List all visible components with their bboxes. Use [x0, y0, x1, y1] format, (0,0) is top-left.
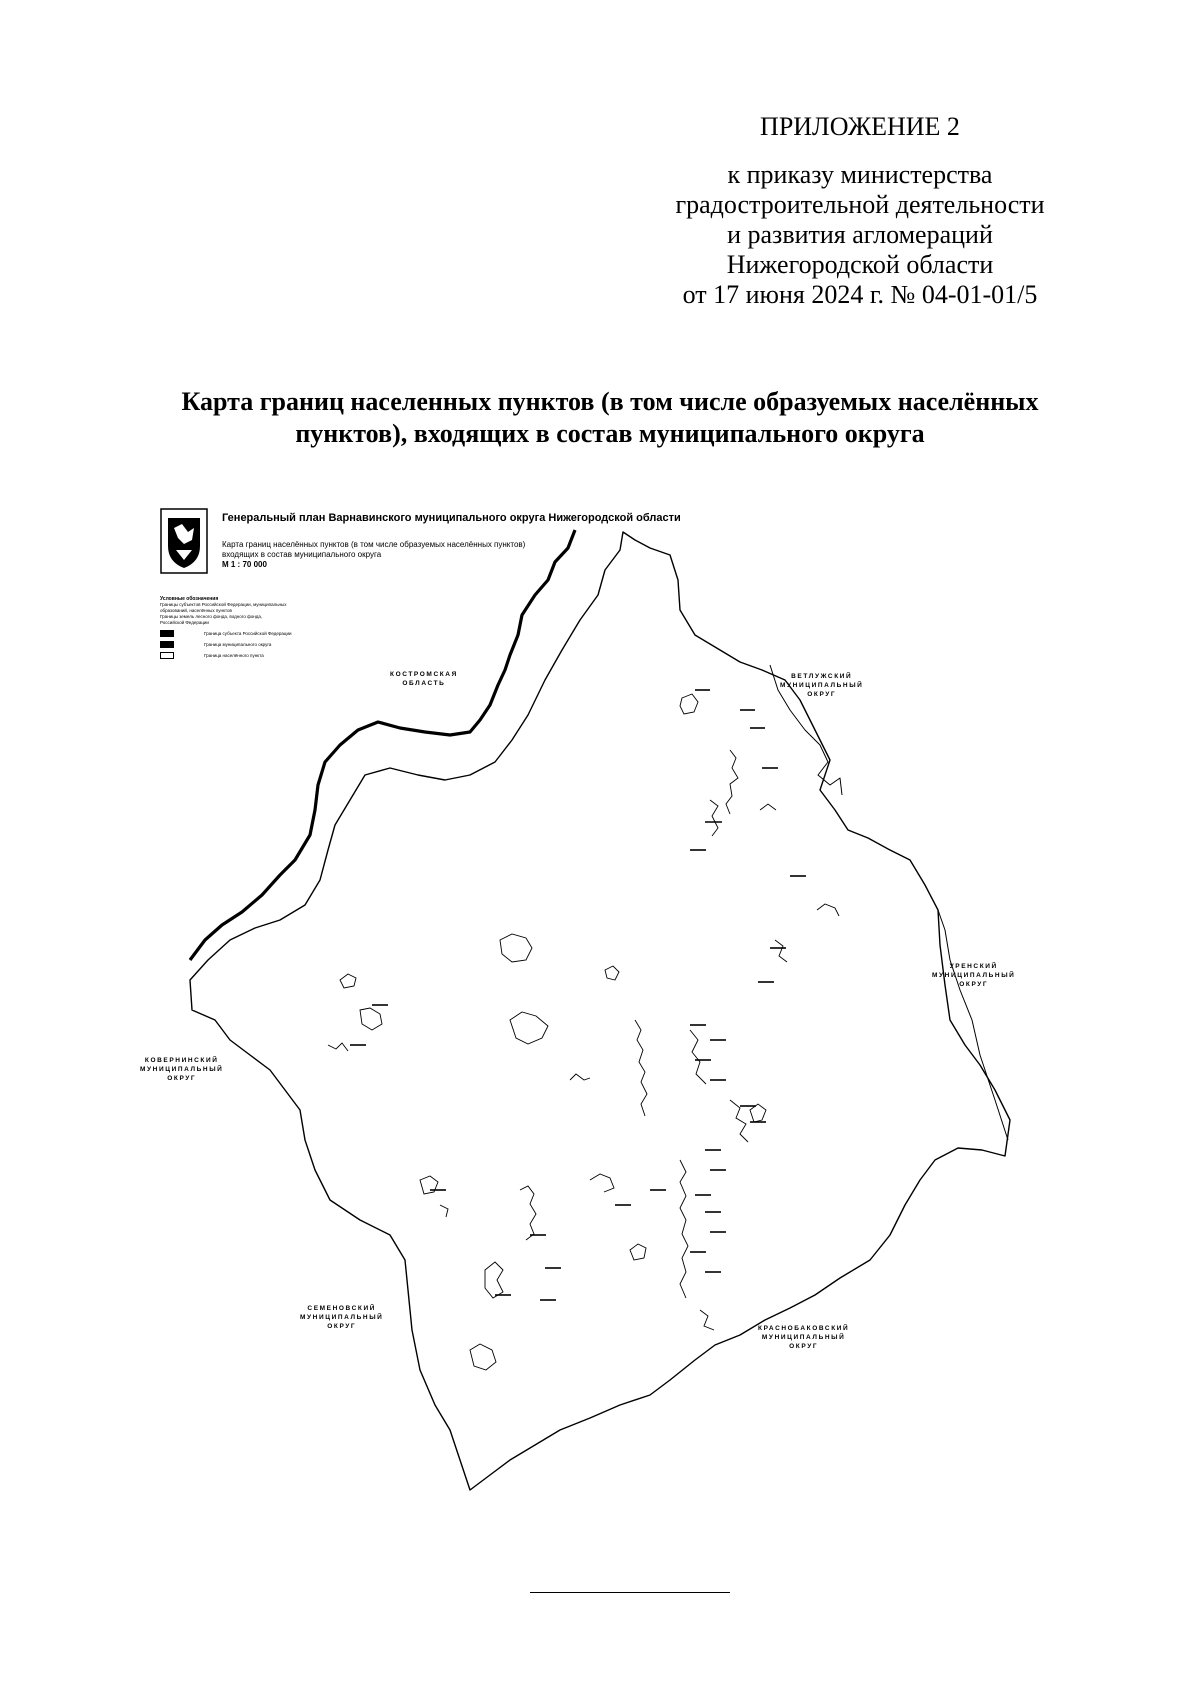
settlement-outline [510, 1012, 548, 1044]
region-label-line: УРЕНСКИЙ [949, 963, 998, 970]
appendix-line: и развития агломераций [727, 220, 993, 249]
legend-text-line: Российской Федерации [160, 620, 209, 625]
coat-of-arms-icon [160, 508, 208, 574]
legend-label: Граница населённого пункта [204, 652, 264, 658]
legend-title: Условные обозначения [160, 596, 219, 602]
region-label-krasnobakovsky [758, 1324, 849, 1351]
legend-text [160, 602, 310, 626]
settlement-outline [440, 1205, 448, 1217]
settlement-outline [726, 750, 738, 814]
document-title-line: пунктов), входящих в состав муниципального округа [295, 419, 925, 448]
settlement-outline [590, 1174, 614, 1192]
settlement-outline [500, 934, 532, 962]
map-header-subtitle-line: Карта границ населённых пунктов (в том числе образуемых населённых пунктов) [222, 540, 526, 549]
region-label-line: ОКРУГ [789, 1343, 819, 1350]
oblast-border [190, 530, 575, 960]
settlement-outline [700, 1310, 714, 1330]
footer-divider [530, 1592, 730, 1593]
legend-row [160, 652, 310, 659]
settlement-outline [470, 1344, 496, 1370]
legend-row [160, 641, 310, 648]
settlement-outline [520, 1186, 536, 1240]
appendix-block [640, 112, 1080, 310]
settlement-outline [605, 966, 619, 980]
region-label-semenovsky [300, 1304, 383, 1331]
region-label-line: ОКРУГ [807, 691, 837, 698]
map-header-title: Генеральный план Варнавинского муниципального округа Нижегородской области [222, 512, 681, 524]
legend-swatch [160, 652, 174, 659]
region-label-koverninsky [140, 1056, 223, 1083]
region-label-line: МУНИЦИПАЛЬНЫЙ [932, 972, 1016, 979]
legend-row [160, 630, 310, 637]
region-label-line: ОКРУГ [959, 981, 989, 988]
document-title [130, 386, 1090, 450]
legend-text-line: образований, населённых пунктов [160, 608, 232, 613]
map-header-subtitle [222, 540, 525, 570]
region-label-line: КОВЕРНИНСКИЙ [144, 1057, 219, 1064]
appendix-heading: ПРИЛОЖЕНИЕ 2 [760, 112, 960, 141]
settlement-outline [775, 940, 787, 962]
appendix-line: градостроительной деятельности [675, 190, 1045, 219]
legend-swatch [160, 630, 174, 637]
settlement-outline [690, 1030, 706, 1084]
settlement-outline [340, 974, 356, 988]
region-border [938, 910, 1008, 1140]
legend-label: Граница муниципального округа [204, 641, 272, 647]
region-label-line: МУНИЦИПАЛЬНЫЙ [300, 1314, 384, 1321]
region-label-line: ВЕТЛУЖСКИЙ [791, 673, 853, 680]
region-label-line: СЕМЕНОВСКИЙ [307, 1305, 377, 1312]
settlement-outline [760, 804, 776, 810]
legend-label: Граница субъекта Российской Федерации [204, 630, 292, 636]
settlement-outline [680, 694, 698, 714]
legend-swatch [160, 641, 174, 648]
settlement-outline [680, 1160, 688, 1298]
settlement-outline [420, 1176, 438, 1194]
settlement-outline [485, 1262, 503, 1298]
legend-text-line: Границы субъектов Российской Федерации, муниципальных [160, 602, 287, 607]
settlement-labels [350, 690, 806, 1300]
settlement-outline [817, 904, 839, 916]
region-label-line: ОБЛАСТЬ [402, 680, 446, 687]
map-scale: М 1 : 70 000 [222, 560, 267, 569]
region-label-line: КОСТРОМСКАЯ [390, 671, 458, 678]
appendix-line: к приказу министерства [727, 160, 993, 189]
settlement-outline [360, 1008, 382, 1030]
region-label-urensky [932, 962, 1015, 989]
settlement-outline [328, 1043, 348, 1051]
district-boundary [190, 532, 1010, 1490]
settlement-outline [630, 1244, 646, 1260]
appendix-line: Нижегородской области [726, 250, 994, 279]
document-title-line: Карта границ населенных пунктов (в том числе образуемых населённых [181, 387, 1039, 416]
region-label-vetluzhsky [780, 672, 863, 699]
region-label-line: МУНИЦИПАЛЬНЫЙ [140, 1066, 224, 1073]
map-header-subtitle-line: входящих в состав муниципального округа [222, 550, 382, 559]
region-label-line: МУНИЦИПАЛЬНЫЙ [780, 682, 864, 689]
settlement-outline [570, 1074, 590, 1080]
map-drawing [150, 500, 1110, 1580]
region-label-line: МУНИЦИПАЛЬНЫЙ [761, 1334, 846, 1341]
legend-text-line: Границы земель лесного фонда, водного фонда, [160, 614, 263, 619]
appendix-date-line: от 17 июня 2024 г. № 04-01-01/5 [682, 280, 1038, 309]
region-label-kostroma [390, 670, 458, 688]
map-legend [160, 596, 310, 659]
district-map [140, 500, 1110, 1580]
region-label-line: ОКРУГ [167, 1075, 197, 1082]
region-label-line: КРАСНОБАКОВСКИЙ [758, 1325, 850, 1332]
settlement-outline [710, 800, 718, 836]
settlement-outline [635, 1020, 647, 1116]
region-label-line: ОКРУГ [327, 1323, 357, 1330]
